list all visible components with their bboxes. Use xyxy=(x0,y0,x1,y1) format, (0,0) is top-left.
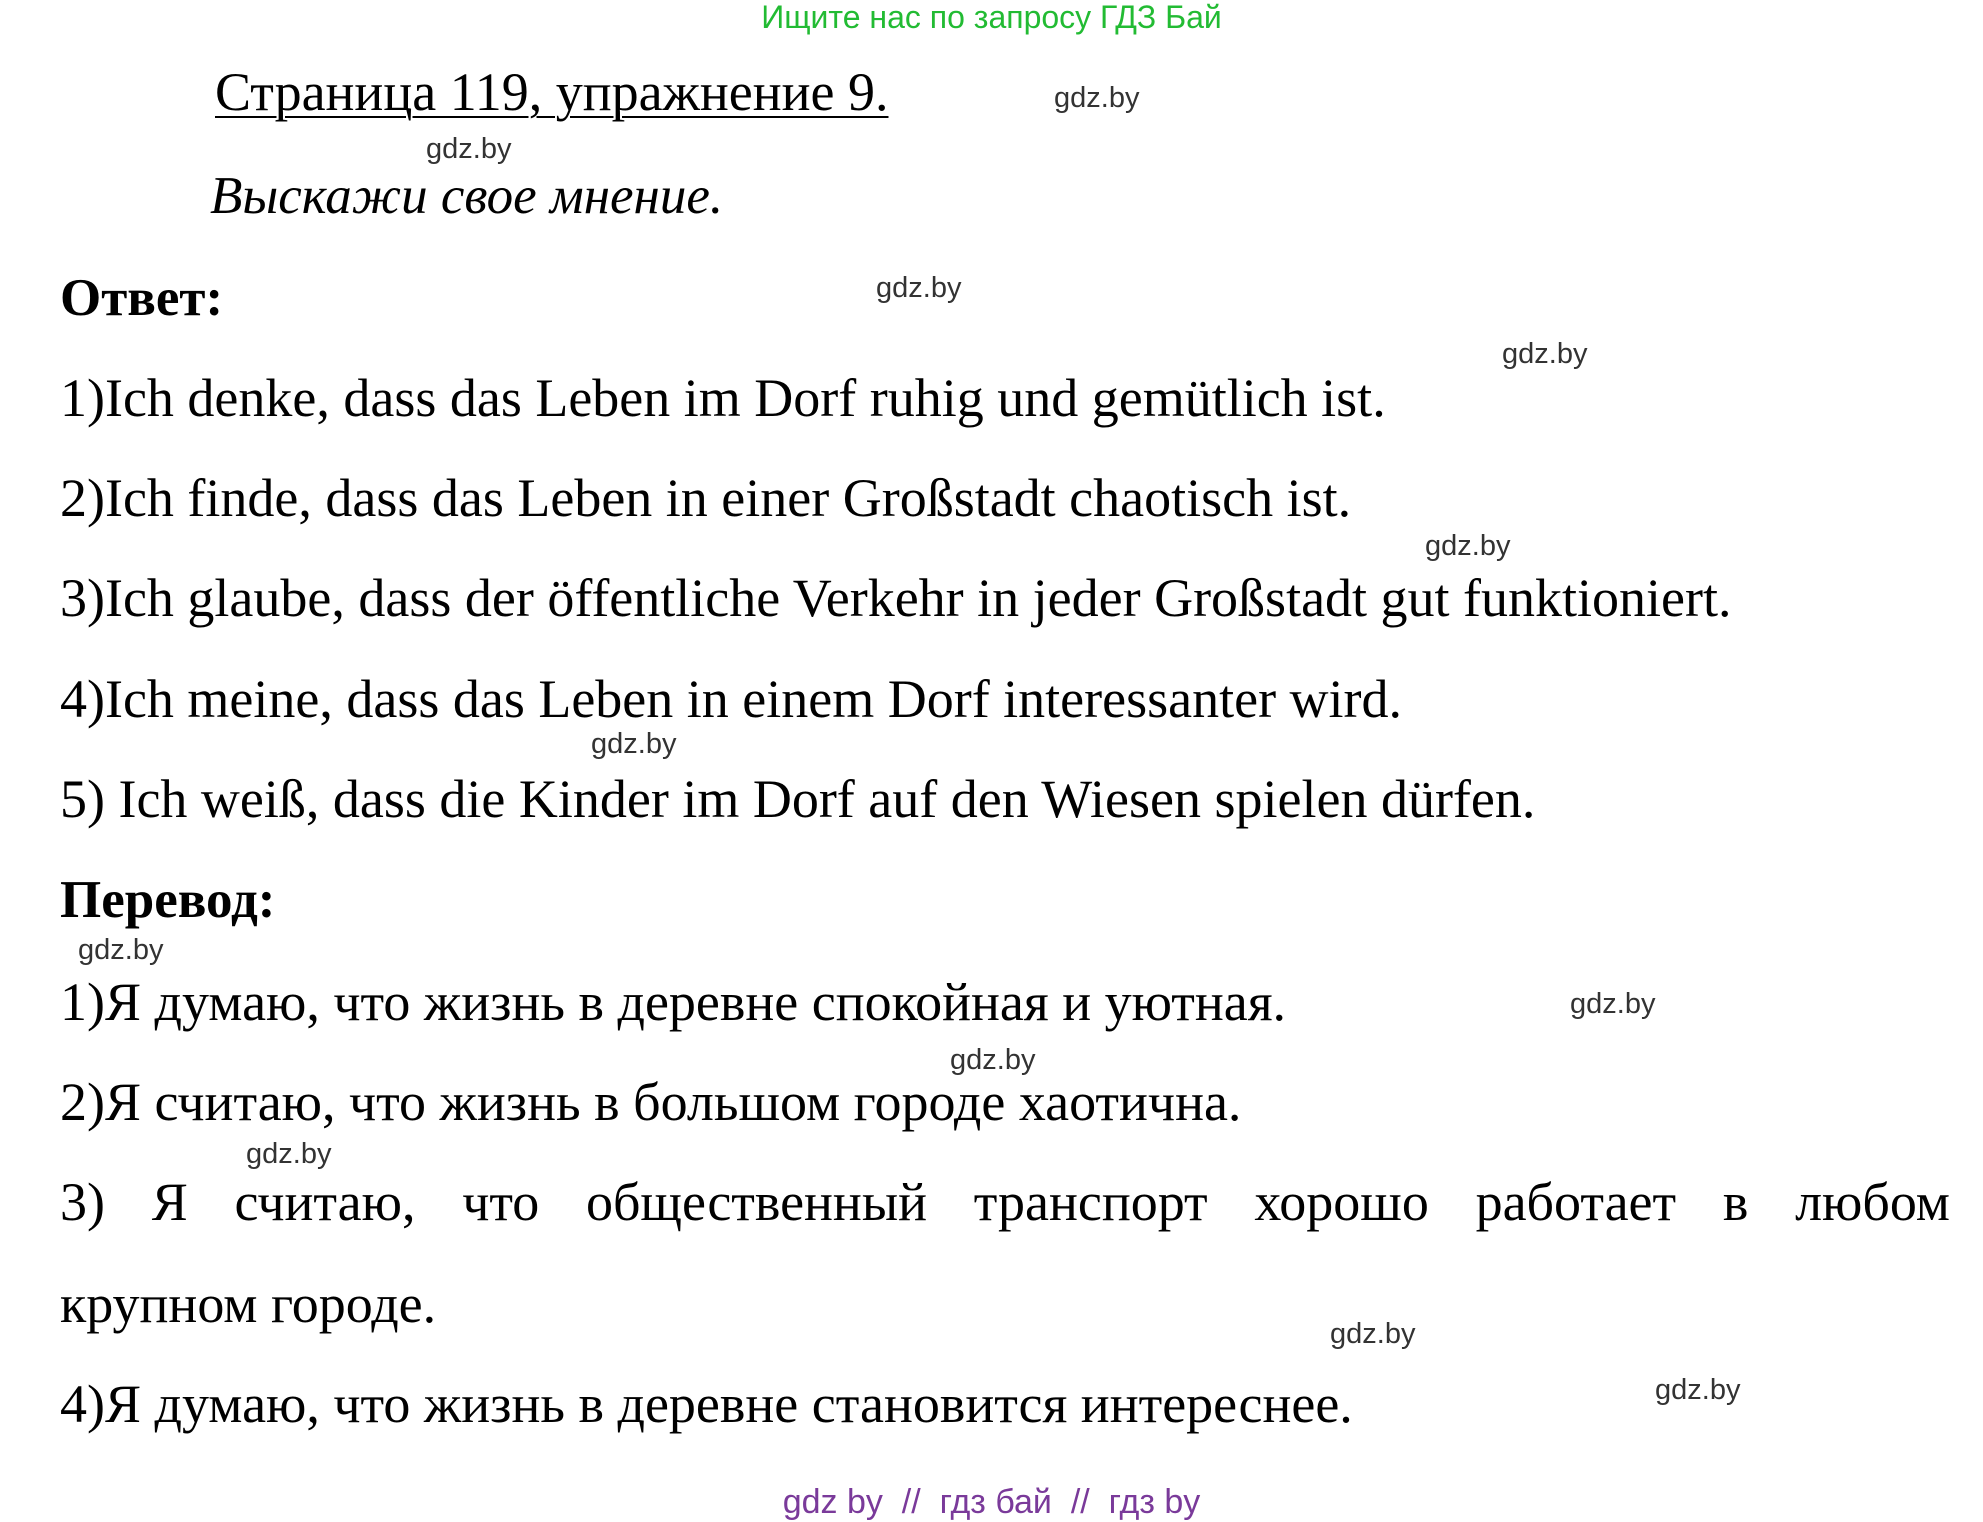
watermark: gdz.by xyxy=(246,1138,332,1170)
translation-line-1: 1)Я думаю, что жизнь в деревне спокойная и уютная. xyxy=(60,972,1287,1032)
translation-line-3 xyxy=(60,1170,1950,1234)
watermark: gdz.by xyxy=(1330,1318,1416,1350)
answer-line-1: 1)Ich denke, dass das Leben im Dorf ruhig und gemütlich ist. xyxy=(60,368,1386,428)
watermark: gdz.by xyxy=(950,1044,1036,1076)
watermark: gdz.by xyxy=(1425,530,1511,562)
footer-links: gdz by // гдз бай // гдз by xyxy=(782,1483,1201,1521)
page-title: Страница 119, упражнение 9. xyxy=(215,62,889,122)
top-banner: Ищите нас по запросу ГДЗ Бай xyxy=(761,0,1222,35)
translation-line-3-cont: крупном городе. xyxy=(60,1274,437,1334)
answer-heading: Ответ: xyxy=(60,269,224,327)
word: транспорт xyxy=(973,1172,1208,1232)
word: 3) xyxy=(60,1172,105,1232)
watermark: gdz.by xyxy=(1502,338,1588,370)
translation-line-2: 2)Я считаю, что жизнь в большом городе хаотична. xyxy=(60,1072,1242,1132)
answer-line-3: 3)Ich glaube, dass der öffentliche Verkehr in jeder Großstadt gut funktioniert. xyxy=(60,568,1732,628)
word: работает xyxy=(1475,1172,1677,1232)
answer-line-4: 4)Ich meine, dass das Leben in einem Dorf interessanter wird. xyxy=(60,669,1403,729)
word: в xyxy=(1722,1172,1749,1232)
answer-line-5: 5) Ich weiß, dass die Kinder im Dorf auf den Wiesen spielen dürfen. xyxy=(60,769,1536,829)
watermark: gdz.by xyxy=(426,133,512,165)
watermark: gdz.by xyxy=(876,272,962,304)
watermark: gdz.by xyxy=(1655,1374,1741,1406)
watermark: gdz.by xyxy=(591,728,677,760)
watermark: gdz.by xyxy=(1570,988,1656,1020)
task-text: Выскажи свое мнение. xyxy=(210,167,724,225)
word: хорошо xyxy=(1254,1172,1429,1232)
translation-heading: Перевод: xyxy=(60,871,276,929)
word: любом xyxy=(1795,1172,1950,1232)
answer-line-2: 2)Ich finde, dass das Leben in einer Großstadt chaotisch ist. xyxy=(60,468,1352,528)
word: что xyxy=(462,1172,540,1232)
word: считаю, xyxy=(234,1172,416,1232)
translation-line-4: 4)Я думаю, что жизнь в деревне становится интереснее. xyxy=(60,1374,1353,1434)
word: общественный xyxy=(585,1172,928,1232)
watermark: gdz.by xyxy=(1054,82,1140,114)
watermark: gdz.by xyxy=(78,934,164,966)
word: Я xyxy=(151,1172,188,1232)
